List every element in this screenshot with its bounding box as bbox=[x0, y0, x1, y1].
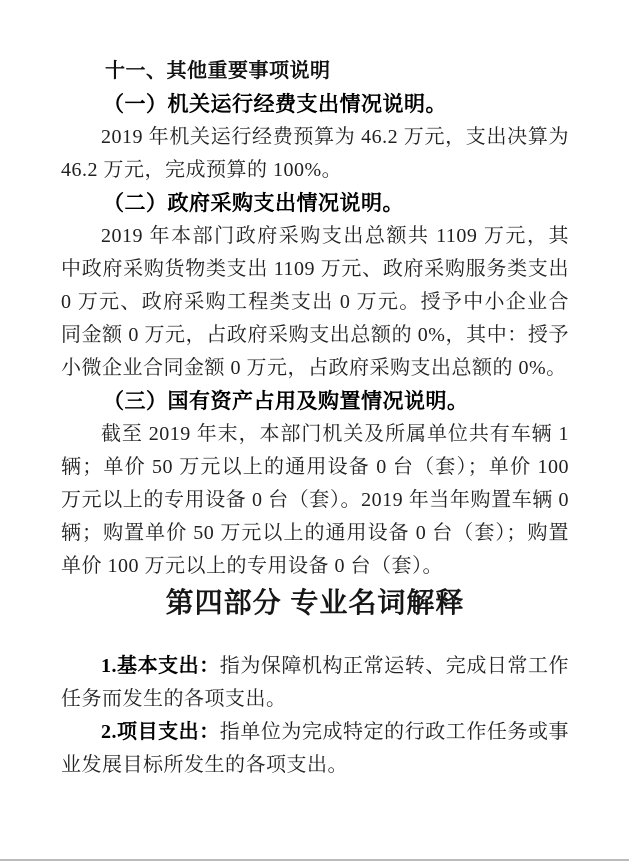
subsection-body-3: 截至 2019 年末，本部门机关及所属单位共有车辆 1 辆；单价 50 万元以上的通用设备 0 台（套）；单价 100 万元以上的专用设备 0 台（套）。2019 年当年购置车辆 0 辆；购置单价 50 万元以上的通用设备 0 台（套）；购置单价 100 万元以上的专用设备 0 台（套）。 bbox=[61, 423, 569, 577]
part-four-title: 第四部分 专业名词解释 bbox=[165, 587, 465, 618]
subsection-body-2: 2019 年本部门政府采购支出总额共 1109 万元，其中政府采购货物类支出 1109 万元、政府采购服务类支出 0 万元、政府采购工程类支出 0 万元。授予中小企业合同金额 0 万元，占政府采购支出总额的 0%，其中：授予小微企业合同金额 0 万元，占政府采购支出总额的 0%。 bbox=[61, 225, 569, 379]
term-item-2 bbox=[61, 716, 569, 782]
document-content bbox=[61, 54, 569, 782]
subsection-body-1: 2019 年机关运行经费预算为 46.2 万元，支出决算为 46.2 万元，完成预算的 100%。 bbox=[61, 126, 569, 181]
subsection-title-1: （一）机关运行经费支出情况说明。 bbox=[103, 92, 447, 116]
term-label-1: 1.基本支出： bbox=[101, 655, 220, 677]
section-eleven-heading: 十一、其他重要事项说明 bbox=[105, 60, 331, 82]
page-bottom-edge bbox=[0, 859, 629, 861]
term-definition-2: 指单位为完成特定的行政工作任务或事业发展目标所发生的各项支出。 bbox=[61, 721, 570, 776]
subsection-title-3: （三）国有资产占用及购置情况说明。 bbox=[103, 389, 469, 413]
term-definition-1: 指为保障机构正常运转、完成日常工作任务而发生的各项支出。 bbox=[61, 655, 570, 710]
term-item-1 bbox=[61, 650, 569, 716]
term-label-2: 2.项目支出： bbox=[101, 721, 220, 743]
subsection-title-2: （二）政府采购支出情况说明。 bbox=[103, 191, 404, 215]
